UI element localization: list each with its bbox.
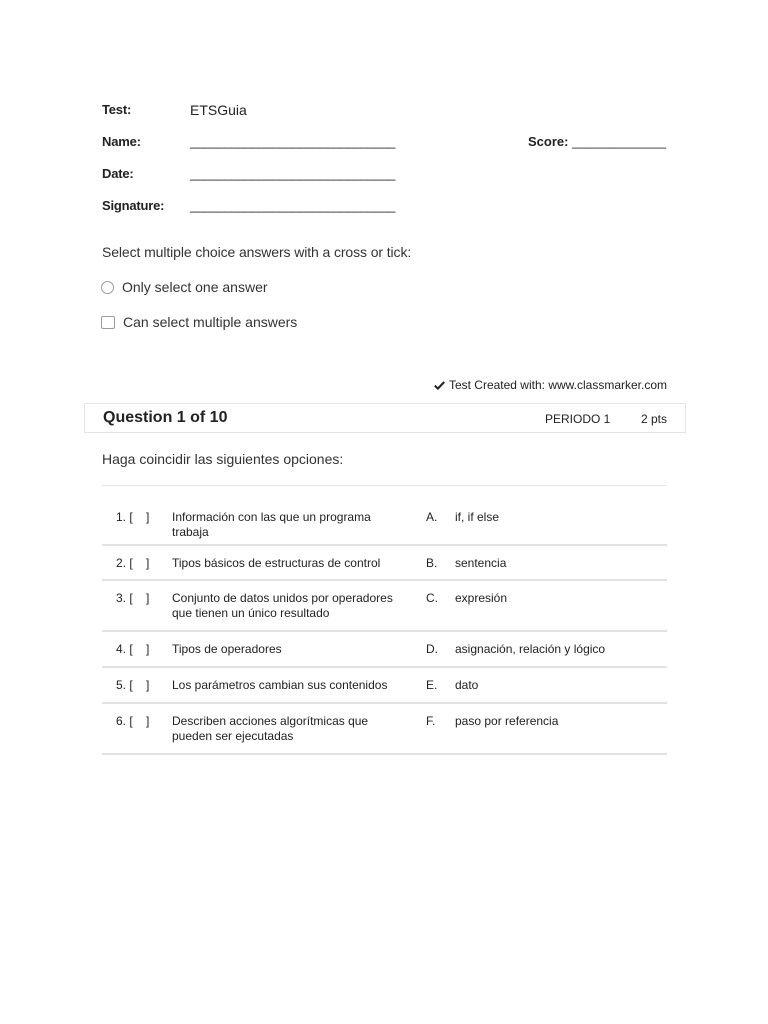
legend-multiple-answers [101, 314, 297, 330]
answer-instructions: Select multiple choice answers with a cross or tick: [102, 244, 412, 260]
question-header [84, 403, 686, 433]
match-item: Tipos de operadores [172, 642, 282, 656]
signature-blank-line: ______________________________ [190, 198, 395, 213]
name-blank-line: ______________________________ [190, 134, 395, 149]
test-row [102, 102, 422, 118]
name-row [102, 134, 422, 150]
question-points: 2 pts [641, 412, 668, 426]
created-with-text: Test Created with: www.classmarker.com [448, 378, 667, 392]
item-number[interactable]: 6. [ ] [116, 714, 150, 728]
item-number[interactable]: 5. [ ] [116, 678, 150, 692]
created-with [434, 378, 667, 392]
table-row [102, 500, 667, 546]
table-row [102, 668, 667, 704]
option-letter: E. [426, 678, 438, 692]
test-name: ETSGuia [190, 102, 247, 118]
item-number[interactable]: 2. [ ] [116, 556, 150, 570]
match-item: Tipos básicos de estructuras de control [172, 556, 381, 570]
checkbox-square-icon [101, 316, 115, 329]
date-blank-line: ______________________________ [190, 166, 395, 181]
item-number[interactable]: 1. [ ] [116, 510, 150, 524]
option-letter: C. [426, 591, 438, 605]
match-item: Información con las que un programa trabaja [172, 510, 371, 539]
score-blank-line: _____________ [572, 134, 667, 149]
table-row [102, 704, 667, 755]
matching-table [102, 500, 667, 755]
option-letter: B. [426, 556, 438, 570]
match-option: paso por referencia [455, 714, 559, 728]
score-label: Score: [528, 134, 569, 149]
match-item: Los parámetros cambian sus contenidos [172, 678, 388, 692]
item-number[interactable]: 3. [ ] [116, 591, 150, 605]
date-label: Date: [102, 166, 134, 181]
match-option: expresión [455, 591, 508, 605]
option-letter: F. [426, 714, 436, 728]
table-row [102, 546, 667, 581]
match-item: Conjunto de datos unidos por operadores que tienen un único resultado [172, 591, 393, 620]
match-option: asignación, relación y lógico [455, 642, 606, 656]
match-option: if, if else [455, 510, 500, 524]
signature-row [102, 198, 422, 214]
match-option: dato [455, 678, 479, 692]
radio-circle-icon [101, 281, 114, 294]
score-field [528, 134, 666, 150]
divider [102, 485, 667, 486]
question-category: PERIODO 1 [545, 412, 611, 426]
name-label: Name: [102, 134, 141, 149]
checkmark-icon [434, 381, 445, 390]
test-label: Test: [102, 102, 132, 117]
table-row [102, 632, 667, 668]
option-letter: A. [426, 510, 438, 524]
item-number[interactable]: 4. [ ] [116, 642, 150, 656]
match-item: Describen acciones algorítmicas que pueden ser ejecutadas [172, 714, 369, 743]
legend-single-label: Only select one answer [122, 279, 268, 295]
question-title: Question 1 of 10 [103, 409, 228, 426]
signature-label: Signature: [102, 198, 165, 213]
legend-single-answer [101, 279, 268, 295]
option-letter: D. [426, 642, 438, 656]
legend-multiple-label: Can select multiple answers [123, 314, 298, 330]
date-row [102, 166, 422, 182]
match-option: sentencia [455, 556, 507, 570]
table-row [102, 581, 667, 632]
question-text: Haga coincidir las siguientes opciones: [102, 451, 344, 467]
